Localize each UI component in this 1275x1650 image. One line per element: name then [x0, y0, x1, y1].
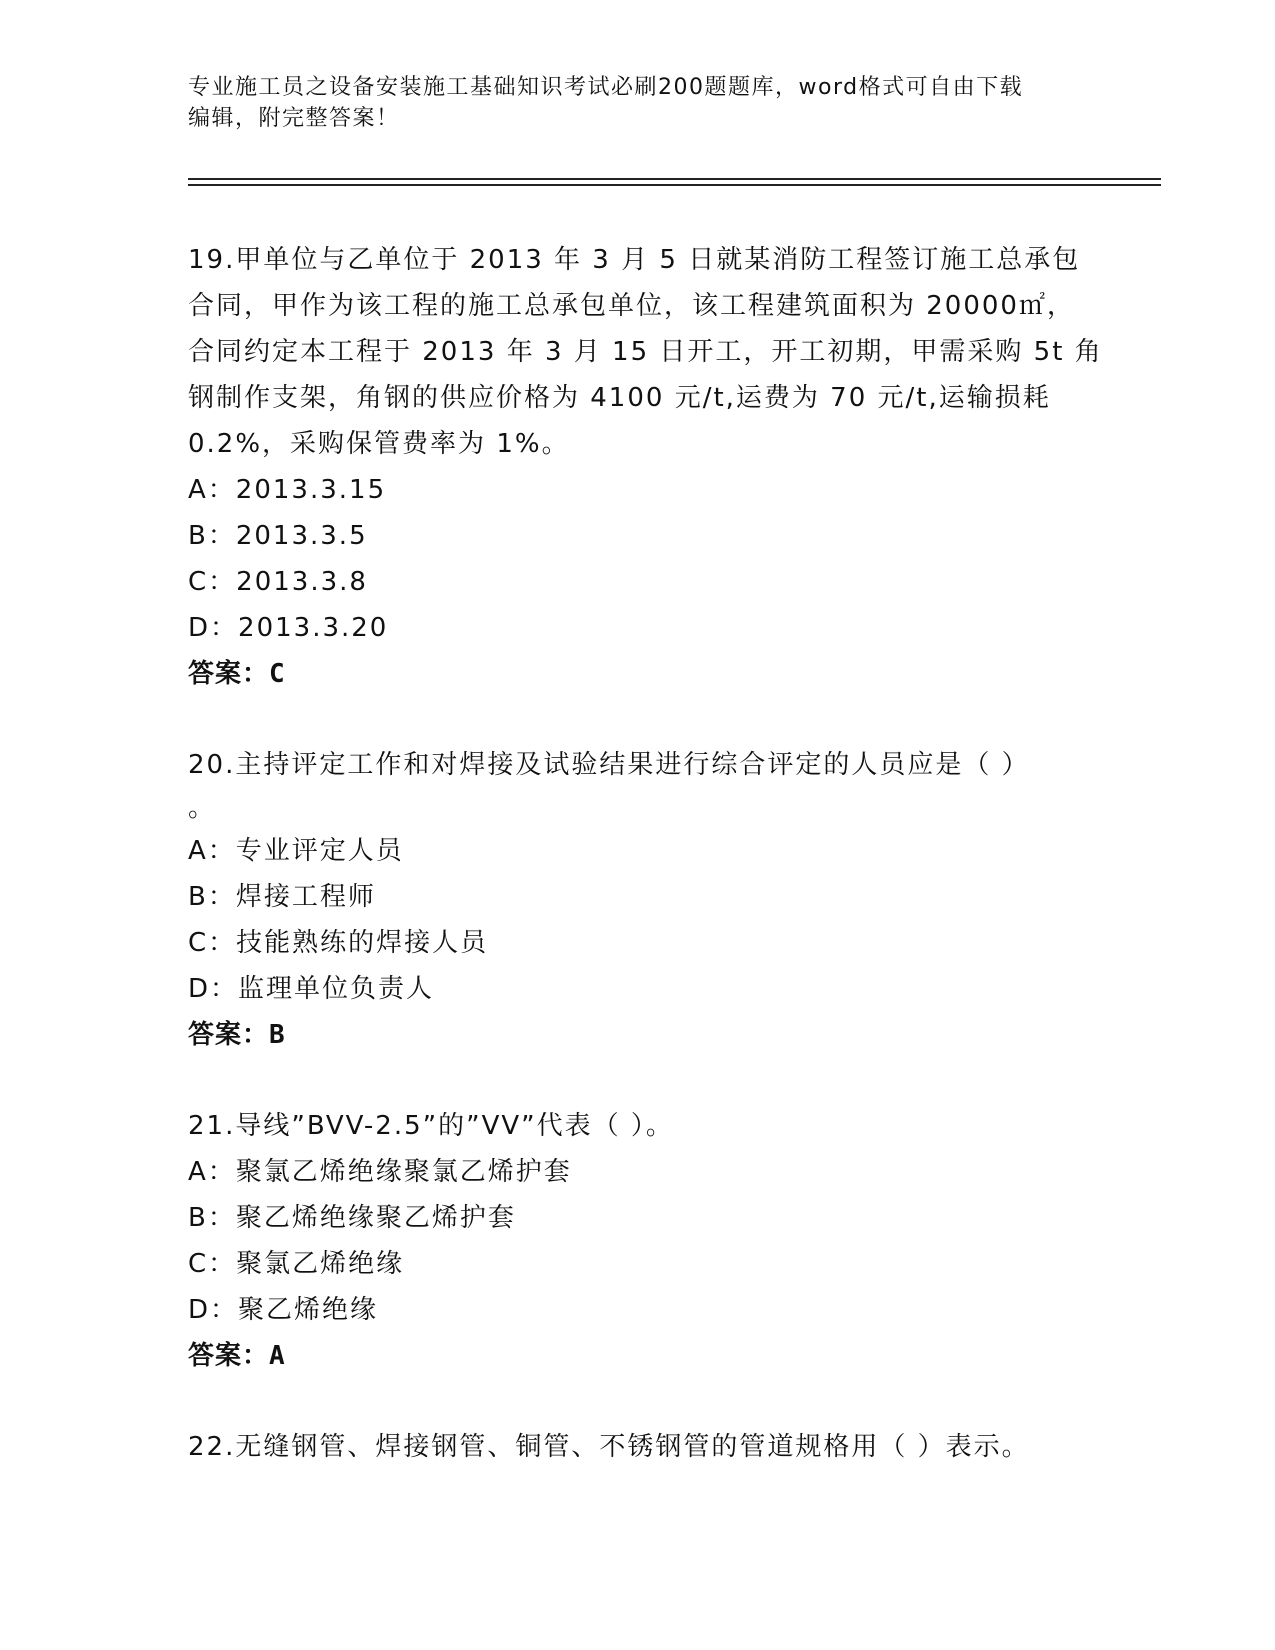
question-21	[188, 1103, 1088, 1379]
question-list	[188, 237, 1103, 1470]
question-spacer	[188, 1058, 1088, 1103]
question-spacer	[188, 697, 1088, 742]
header-divider-top	[188, 178, 1161, 180]
question-text-line: 0.2%，采购保管费率为 1%。	[188, 429, 570, 459]
question-22	[188, 1424, 1088, 1470]
header-line-2: 编辑，附完整答案！	[188, 106, 400, 131]
document-header	[188, 72, 1068, 134]
answer-line: 答案：C	[188, 659, 286, 689]
question-text-line: 。	[188, 793, 217, 823]
option-c: C：聚氯乙烯绝缘	[188, 1249, 405, 1279]
option-d: D：聚乙烯绝缘	[188, 1295, 379, 1325]
question-text-line: 合同，甲作为该工程的施工总承包单位，该工程建筑面积为 20000㎡，	[188, 291, 1075, 321]
option-c: C：2013.3.8	[188, 567, 368, 597]
question-text-line: 22.无缝钢管、焊接钢管、铜管、不锈钢管的管道规格用（ ）表示。	[188, 1432, 1030, 1462]
answer-line: 答案：A	[188, 1341, 286, 1371]
question-19	[188, 237, 1103, 697]
question-20	[188, 742, 1088, 1058]
option-b: B：焊接工程师	[188, 882, 376, 912]
question-text-line: 21.导线”BVV-2.5”的”VV”代表（ ）。	[188, 1111, 674, 1141]
header-divider-bottom	[188, 184, 1161, 186]
option-a: A：2013.3.15	[188, 475, 387, 505]
option-a: A：聚氯乙烯绝缘聚氯乙烯护套	[188, 1157, 572, 1187]
option-c: C：技能熟练的焊接人员	[188, 928, 489, 958]
option-d: D：监理单位负责人	[188, 974, 435, 1004]
question-text-line: 20.主持评定工作和对焊接及试验结果进行综合评定的人员应是（ ）	[188, 750, 1030, 780]
option-a: A：专业评定人员	[188, 836, 404, 866]
question-spacer	[188, 1379, 1088, 1424]
answer-line: 答案：B	[188, 1020, 286, 1050]
option-b: B：2013.3.5	[188, 521, 368, 551]
question-text-line: 钢制作支架，角钢的供应价格为 4100 元/t,运费为 70 元/t,运输损耗	[188, 383, 1051, 413]
question-text-line: 19.甲单位与乙单位于 2013 年 3 月 5 日就某消防工程签订施工总承包	[188, 245, 1081, 275]
header-line-1: 专业施工员之设备安装施工基础知识考试必刷200题题库，word格式可自由下载	[188, 75, 1024, 100]
option-d: D：2013.3.20	[188, 613, 389, 643]
option-b: B：聚乙烯绝缘聚乙烯护套	[188, 1203, 516, 1233]
question-text-line: 合同约定本工程于 2013 年 3 月 15 日开工，开工初期，甲需采购 5t 角	[188, 337, 1103, 367]
